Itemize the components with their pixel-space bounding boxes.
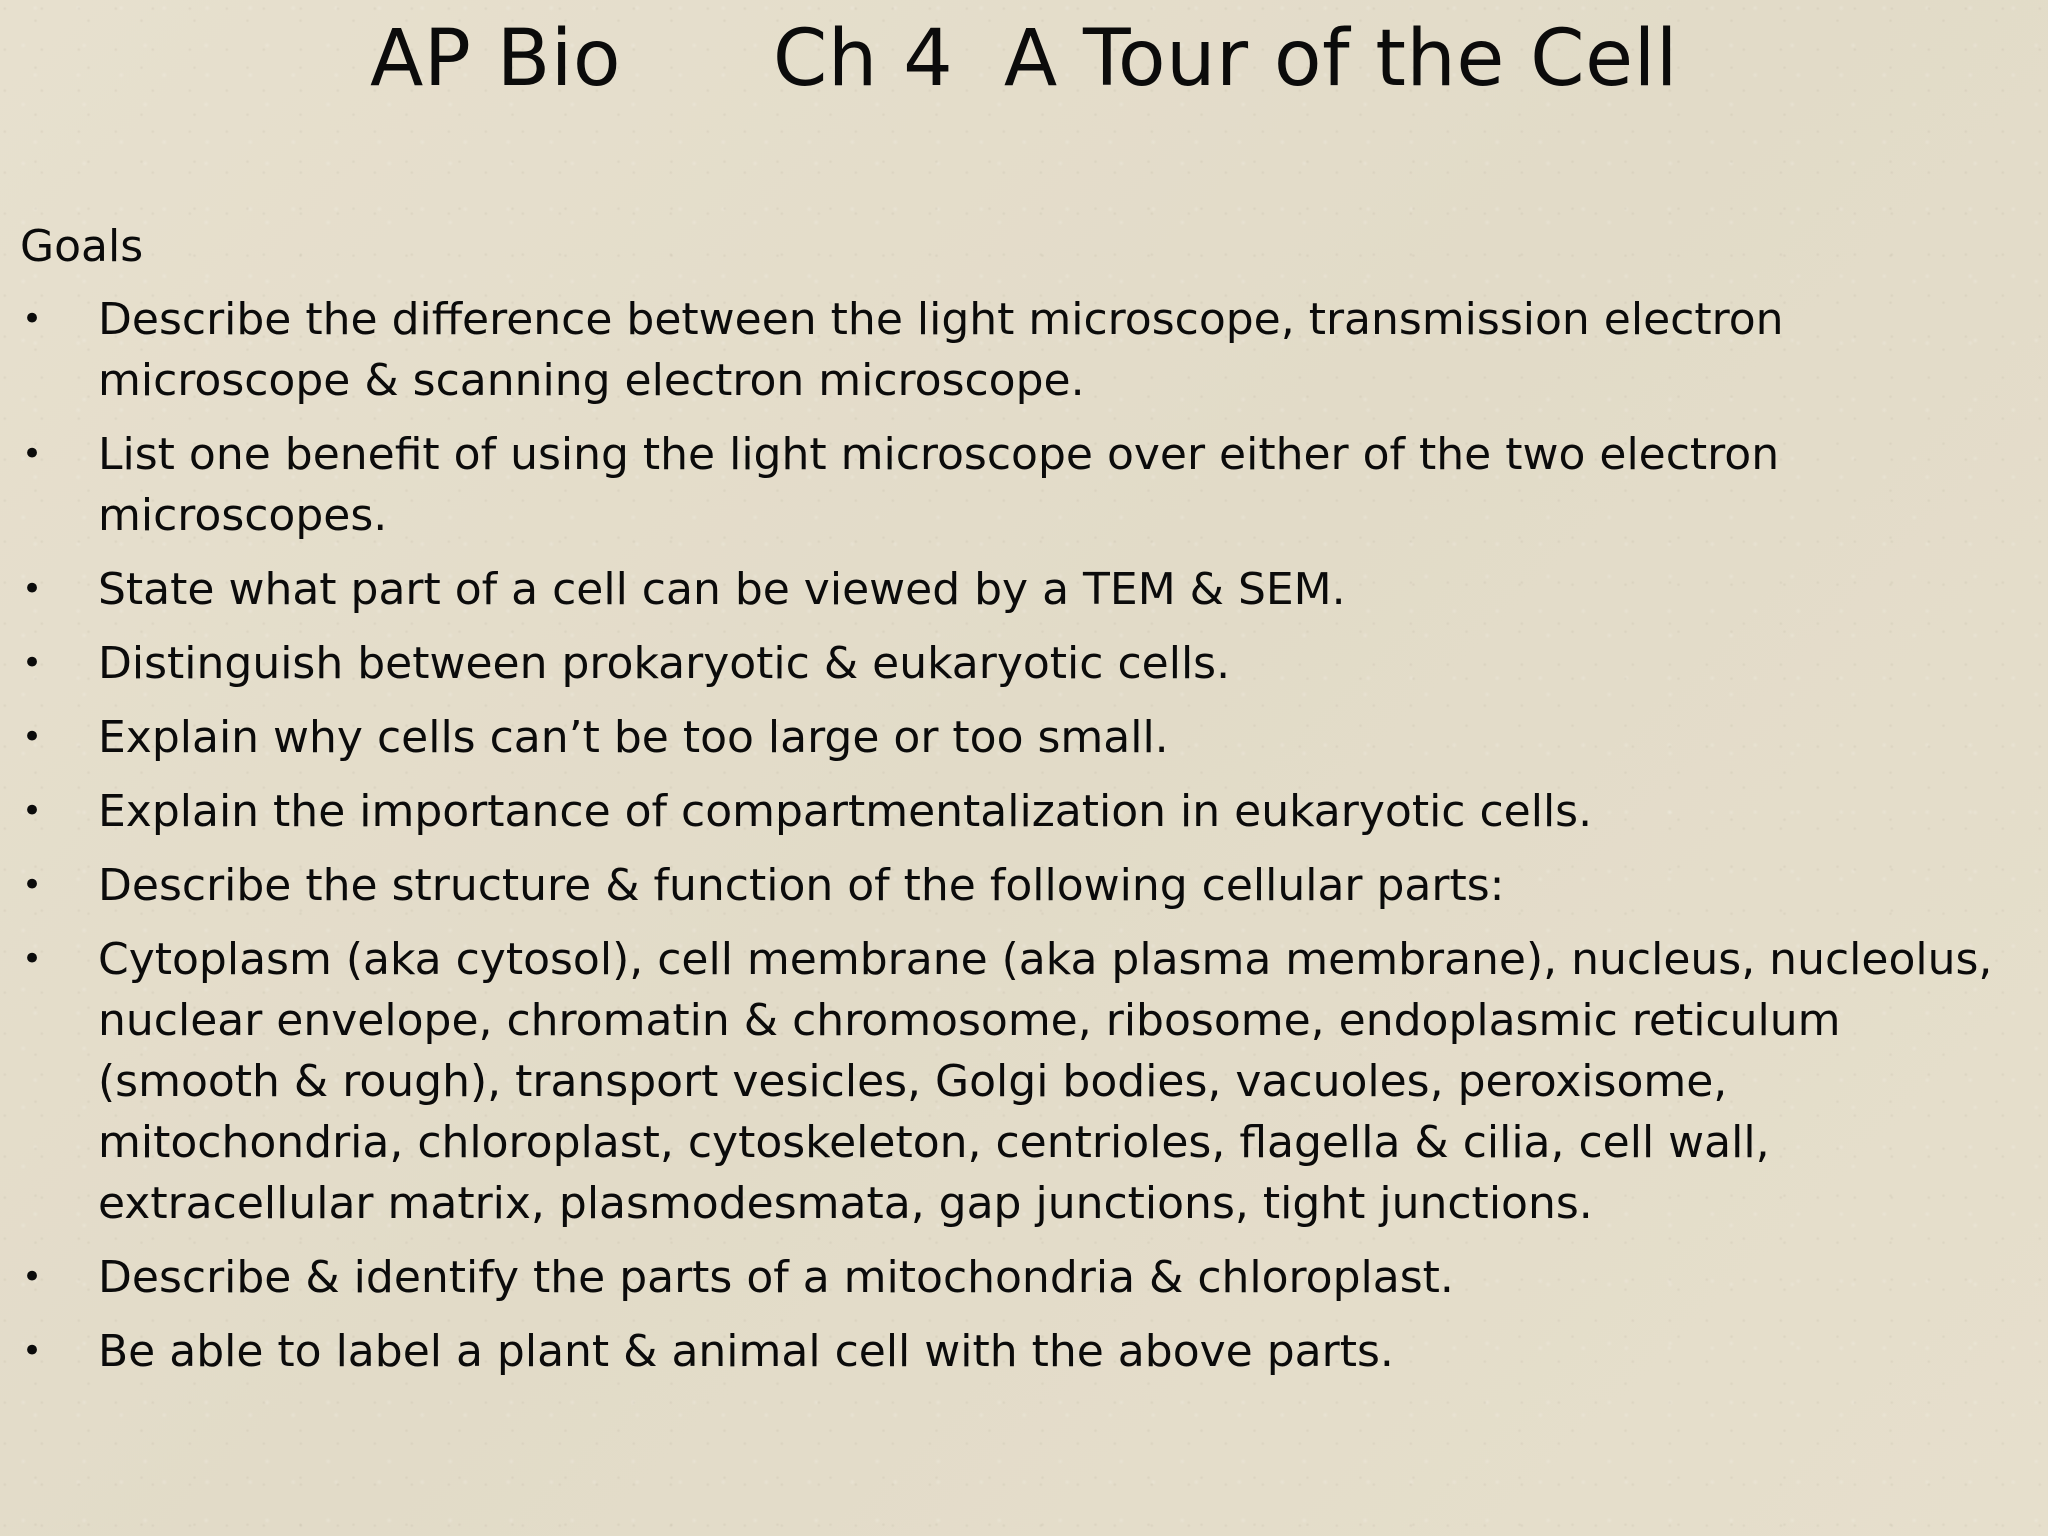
bullet-icon: • (22, 434, 43, 474)
goal-item (20, 1247, 2010, 1308)
goal-text: Explain the importance of compartmentalization in eukaryotic cells. (98, 786, 1593, 837)
goal-text: State what part of a cell can be viewed by a TEM & SEM. (98, 564, 1346, 615)
bullet-icon: • (22, 643, 43, 683)
slide-title (0, 14, 2048, 104)
goal-item (20, 781, 2010, 842)
title-spacer (621, 14, 773, 104)
goals-list (20, 289, 2010, 1395)
goal-text: Cytoplasm (aka cytosol), cell membrane (aka plasma membrane), nucleus, nucleolus, nuclear envelope, chromatin & chromosome, ribosome, endoplasmic reticulum (smooth & rough), transport vesicles, Golgi bodies, vacuoles, peroxisome, mitochondria, chloroplast, cytoskeleton, centrioles, flagella & cilia, cell wall, extracellular matrix, plasmodesmata, gap junctions, tight junctions. (98, 934, 1993, 1229)
bullet-icon: • (22, 717, 43, 757)
goal-text: Describe & identify the parts of a mitochondria & chloroplast. (98, 1252, 1454, 1303)
goal-item (20, 707, 2010, 768)
bullet-icon: • (22, 865, 43, 905)
goal-item (20, 633, 2010, 694)
goal-text: Be able to label a plant & animal cell with the above parts. (98, 1326, 1394, 1377)
goal-item (20, 855, 2010, 916)
goal-text: Describe the difference between the light microscope, transmission electron microscope & scanning electron microscope. (98, 294, 1784, 406)
goal-text: Describe the structure & function of the following cellular parts: (98, 860, 1505, 911)
goal-item (20, 929, 2010, 1234)
goal-text: Distinguish between prokaryotic & eukaryotic cells. (98, 638, 1231, 689)
bullet-icon: • (22, 1257, 43, 1297)
goals-heading: Goals (20, 221, 144, 272)
goal-item (20, 424, 2010, 546)
title-chapter: Ch 4 A Tour of the Cell (772, 14, 1678, 104)
bullet-icon: • (22, 1331, 43, 1371)
bullet-icon: • (22, 939, 43, 979)
bullet-icon: • (22, 299, 43, 339)
goal-text: List one benefit of using the light microscope over either of the two electron microscopes. (98, 429, 1780, 541)
goal-item (20, 289, 2010, 411)
bullet-icon: • (22, 791, 43, 831)
goal-item (20, 559, 2010, 620)
title-course: AP Bio (370, 14, 622, 104)
goal-text: Explain why cells can’t be too large or too small. (98, 712, 1169, 763)
goal-item (20, 1321, 2010, 1382)
bullet-icon: • (22, 569, 43, 609)
